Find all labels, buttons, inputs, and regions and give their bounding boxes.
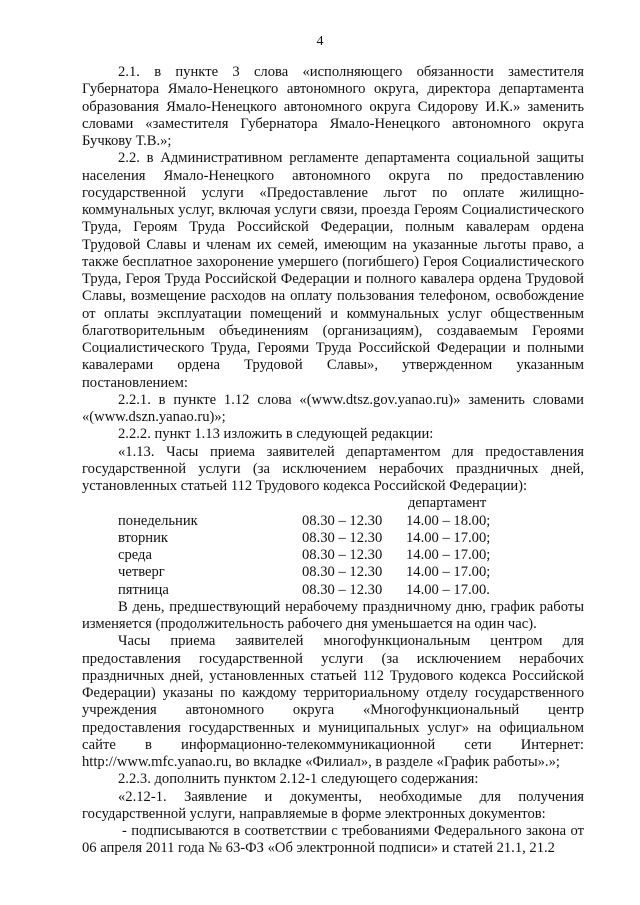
schedule-row — [118, 547, 490, 564]
paragraph-2-2-2: 2.2.2. пункт 1.13 изложить в следующей редакции: — [118, 426, 434, 443]
schedule-header: департамент — [408, 495, 487, 512]
page-number: 4 — [316, 34, 324, 49]
schedule-row — [118, 564, 490, 581]
schedule-morning: 08.30 – 12.30 — [302, 512, 383, 529]
schedule-morning: 08.30 – 12.30 — [302, 581, 383, 598]
schedule-morning: 08.30 – 12.30 — [302, 529, 383, 546]
schedule-afternoon: 14.00 – 17.00; — [406, 529, 491, 546]
paragraph-signature-requirement: - подписываются в соответствии с требованиями Федерального закона от 06 апреля 2011 года № 63-ФЗ «Об электронной подписи» и статей 21.1, 21.2 — [82, 823, 584, 857]
schedule-day: четверг — [118, 564, 165, 581]
schedule-row — [118, 513, 490, 530]
schedule-table — [118, 513, 490, 599]
schedule-day: пятница — [118, 581, 169, 598]
paragraph-2-12-1: «2.12-1. Заявление и документы, необходимые для получения государственной услуги, направляемые в форме электронных документов: — [82, 788, 584, 822]
paragraph-2-2-1: 2.2.1. в пункте 1.12 слова «(www.dtsz.gov.yanao.ru)» заменить словами «(www.dszn.yanao.ru)»; — [82, 391, 584, 425]
paragraph-mfc-hours: Часы приема заявителей многофункциональным центром для предоставления государственной услуги (за исключением нерабочих праздничных дней, установленных статьей 112 Трудового кодекса Российской Федерации) указаны по каждому территориальному отделу государственного учреждения автономного округа «Многофункциональный центр предоставления государственных и муниципальных услуг» на официальном сайте в информационно-телекоммуникационной сети Интернет: http://www.mfc.yanao.ru, во вкладке «Филиал», в разделе «График работы».»; — [82, 633, 584, 770]
schedule-morning: 08.30 – 12.30 — [302, 564, 383, 581]
schedule-afternoon: 14.00 – 17.00. — [406, 581, 490, 598]
schedule-day: понедельник — [118, 512, 198, 529]
schedule-row — [118, 582, 490, 599]
schedule-day: вторник — [118, 529, 169, 546]
schedule-morning: 08.30 – 12.30 — [302, 547, 383, 563]
paragraph-1-13: «1.13. Часы приема заявителей департаментом для предоставления государственной услуги (за исключением нерабочих праздничных дней, установленных статьей 112 Трудового кодекса Российской Федерации): — [82, 443, 584, 494]
schedule-afternoon: 14.00 – 18.00; — [406, 512, 491, 529]
schedule-afternoon: 14.00 – 17.00; — [406, 547, 491, 563]
schedule-afternoon: 14.00 – 17.00; — [406, 564, 491, 581]
schedule-day: среда — [118, 547, 152, 563]
paragraph-2-1: 2.1. в пункте 3 слова «исполняющего обязанности заместителя Губернатора Ямало-Ненецкого автономного округа, директора департамента образования Ямало-Ненецкого автономного округа Сидорову И.К.» заменить словами «заместителя Губернатора Ямало-Ненецкого автономного округа Бучкову Т.В.»; — [82, 64, 584, 149]
document-body — [82, 64, 584, 858]
schedule-row — [118, 530, 490, 547]
paragraph-2-2: 2.2. в Административном регламенте департамента социальной защиты населения Ямало-Ненецкого автономного округа по предоставлению государственной услуги «Предоставление льгот по оплате жилищно-коммунальных услуг, включая услуги связи, проезда Героям Социалистического Труда, Героям Труда Российской Федерации, полным кавалерам ордена Трудовой Славы и членам их семей, имеющим на указанные льготы право, а также бесплатное захоронение умершего (погибшего) Героя Социалистического Труда, Героя Труда Российской Федерации и полного кавалера ордена Трудовой Славы, возмещение расходов на оплату пользования телефоном, освобождение от оплаты эксплуатации помещений и коммунальных услуг общественным благотворительным объединениям (организациям), создаваемым Героями Социалистического Труда, Героями Труда Российской Федерации и полными кавалерами ордена Трудовой Славы», утвержденном указанным постановлением: — [82, 150, 584, 391]
paragraph-holiday-note: В день, предшествующий нерабочему праздничному дню, график работы изменяется (продолжительность рабочего дня уменьшается на один час). — [82, 598, 584, 632]
paragraph-2-2-3: 2.2.3. дополнить пунктом 2.12-1 следующего содержания: — [118, 771, 479, 788]
